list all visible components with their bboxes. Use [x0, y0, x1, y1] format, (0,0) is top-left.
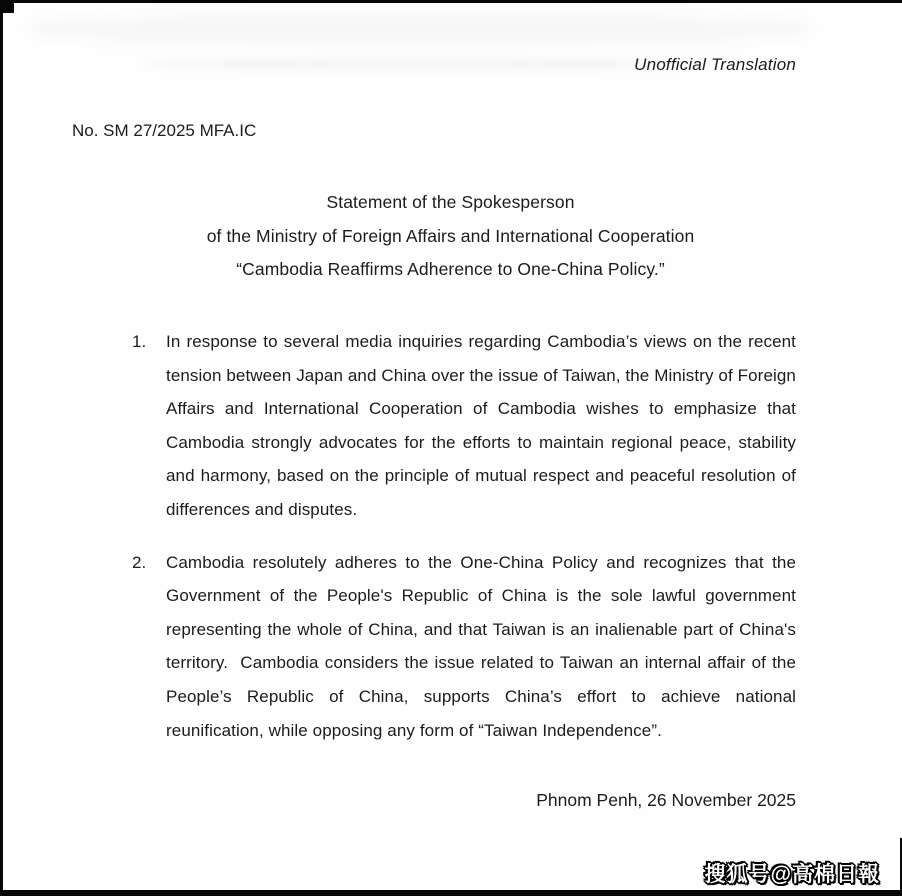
sohu-account-watermark: 搜狐号@高棉日報 — [704, 863, 880, 886]
scan-corner-block — [0, 0, 14, 13]
translation-note: Unofficial Translation — [634, 55, 796, 74]
scan-smudge — [140, 58, 700, 70]
scan-edge-bottom — [0, 890, 902, 896]
title-line-3: “Cambodia Reaffirms Adherence to One-China Policy.” — [236, 259, 665, 279]
paragraph-2-number: 2. — [132, 552, 147, 572]
title-line-2: of the Ministry of Foreign Affairs and International Cooperation — [206, 225, 695, 246]
title-line-1: Statement of the Spokesperson — [326, 192, 575, 212]
scan-smudge — [30, 14, 810, 44]
paragraph-2-text: Cambodia resolutely adheres to the One-China Policy and recognizes that the Government of the People's Republic of China is the sole lawful government representing the whole of China, and that Taiwan is an inalienable part of China's territory. Cambodia considers the issue related to Taiwan an internal affair of the People’s Republic of China, supports China’s effort to achieve national reunification, while opposing any form of “Taiwan Independence”. — [166, 552, 796, 740]
reference-number: No. SM 27/2025 MFA.IC — [72, 121, 257, 140]
dateline: Phnom Penh, 26 November 2025 — [536, 790, 796, 810]
document-title — [100, 186, 801, 287]
statement-body — [105, 325, 796, 766]
scan-edge-left — [0, 0, 3, 896]
scan-edge-top — [0, 0, 902, 3]
paragraph-1 — [105, 325, 796, 527]
paragraph-1-number: 1. — [132, 332, 147, 351]
paragraph-1-text: In response to several media inquiries regarding Cambodia’s views on the recent tension between Japan and China over the issue of Taiwan, the Ministry of Foreign Affairs and International Cooperation of Cambodia wishes to emphasize that Cambodia strongly advocates for the efforts to maintain regional peace, stability and harmony, based on the principle of mutual respect and peaceful resolution of differences and disputes. — [166, 332, 796, 519]
paragraph-2 — [105, 546, 796, 748]
